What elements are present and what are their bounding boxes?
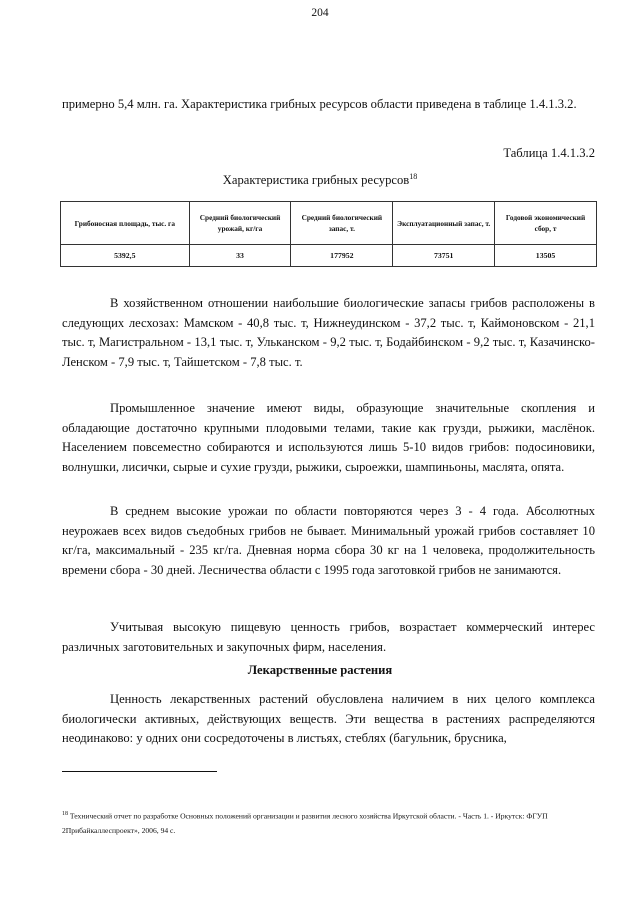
footnote-divider [62, 771, 217, 772]
body-paragraph-yields: В среднем высокие урожаи по области повторяются через 3 - 4 года. Абсолютных неурожаев всех видов съедобных грибов не бывает. Минимальный урожай грибов составляет 10 кг/га, максимальный - 235 кг/га. Дневная норма сбора 30 кг на 1 человека, продолжительность времени сбора - 30 дней. Лесничества области с 1995 года заготовкой грибов не занимаются. [62, 504, 595, 577]
table-header-cell: Средний биологический урожай, кг/га [189, 202, 291, 245]
table-cell: 177952 [291, 245, 393, 267]
footnote-mark: 18 [62, 811, 68, 817]
mushroom-resources-table [60, 201, 597, 267]
table-row [61, 245, 597, 267]
table-header-cell: Годовой экономический сбор, т [495, 202, 597, 245]
table-header-cell: Грибоносная площадь, тыс. га [61, 202, 190, 245]
section-paragraph: Ценность лекарственных растений обусловлена наличием в них целого комплекса биологически активных, действующих веществ. Эти вещества в растениях распределяются неодинаково: у одних они сосредоточены в листьях, стеблях (багульник, брусника, [62, 692, 595, 745]
footnote [62, 807, 582, 838]
table-header-row [61, 202, 597, 245]
table-cell: 33 [189, 245, 291, 267]
body-paragraph-commercial: Учитывая высокую пищевую ценность грибов, возрастает коммерческий интерес различных заготовительных и закупочных фирм, населения. [62, 620, 595, 654]
table-title-text: Характеристика грибных ресурсов [222, 173, 410, 188]
table-cell: 73751 [393, 245, 495, 267]
table-cell: 5392,5 [61, 245, 190, 267]
table-title [0, 172, 640, 188]
table-caption: Таблица 1.4.1.3.2 [503, 146, 595, 160]
body-paragraph-leskhozes: В хозяйственном отношении наибольшие биологические запасы грибов расположены в следующих лесхозах: Мамском - 40,8 тыс. т, Нижнеудинском - 37,2 тыс. т, Каймоновском - 21,1 тыс. т, Магистральном - 13,1 тыс. т, Ульканском - 9,2 тыс. т, Бодайбинском - 9,2 тыс. т, Казачинско-Ленском - 7,9 тыс. т, Тайшетском - 7,8 тыс. т. [62, 296, 595, 369]
table-header-cell: Средний биологический запас, т. [291, 202, 393, 245]
section-heading: Лекарственные растения [247, 663, 393, 677]
table-header-cell: Эксплуатационный запас, т. [393, 202, 495, 245]
footnote-text: Технический отчет по разработке Основных положений организации и развития лесного хозяйства Иркутской области. - Часть 1. - Иркутск: ФГУП 2Прибайкаллеспроект», 2006, 94 с. [62, 811, 548, 835]
table-cell: 13505 [495, 245, 597, 267]
table-title-footnote-mark: 18 [409, 172, 418, 181]
page-number: 204 [311, 7, 329, 19]
body-paragraph-species: Промышленное значение имеют виды, образующие значительные скопления и обладающие достаточно крупными плодовыми телами, такие как грузди, рыжики, маслёнок. Населением повсеместно собираются и используются лишь 5-10 видов грибов: подосиновики, волнушки, лисички, сырые и сухие грузди, рыжики, сыроежки, шампиньоны, маслята, опята. [62, 401, 595, 474]
intro-paragraph: примерно 5,4 млн. га. Характеристика грибных ресурсов области приведена в таблице 1.4.1.3.2. [62, 97, 577, 111]
